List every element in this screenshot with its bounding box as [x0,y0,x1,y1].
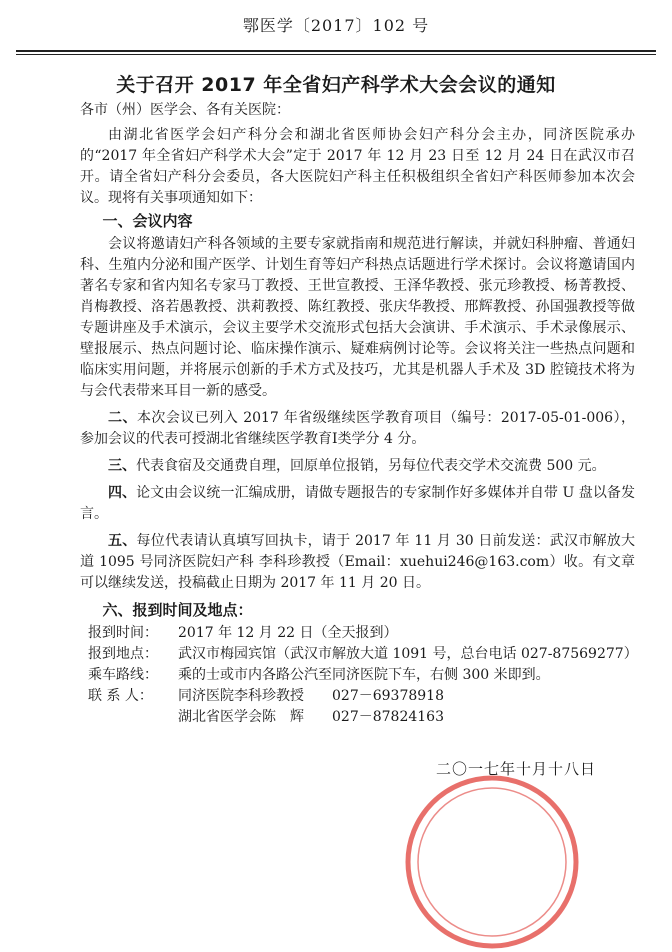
section-4-lead: 四、 [108,485,137,501]
table-row [80,686,635,707]
header-rule-thick [16,50,656,52]
header-rule-thin [16,54,656,55]
table-row [80,644,635,665]
registration-value: 武汉市梅园宾馆（武汉市解放大道 1091 号，总台电话 027-87569277） [178,646,638,662]
section-2-body: 本次会议已列入 2017 年省级继续医学教育项目（编号：2017-05-01-006），参加会议的代表可授湖北省继续医学教育Ⅰ类学分 4 分。 [80,410,635,447]
registration-table [80,623,638,728]
section-3-lead: 三、 [108,458,136,474]
section-3 [80,456,635,477]
section-3-body: 代表食宿及交通费自理，回原单位报销，另每位代表交学术交流费 500 元。 [136,458,606,474]
section-5-body: 每位代表请认真填写回执卡，请于 2017 年 11 月 30 日前发送：武汉市解放大道 1095 号同济医院妇产科 李科珍教授（Email：xuehui246@163.com）收。有文章可以继续发送，投稿截止日期为 2017 年 11 月 20 日。 [80,533,636,591]
seal-ring [408,778,576,946]
salutation: 各市（州）医学会、各有关医院： [80,102,290,118]
registration-value: 湖北省医学会陈 辉 027－87824163 [178,709,444,725]
official-seal [402,772,582,952]
registration-label [80,707,178,728]
registration-value: 乘的士或市内各路公汽至同济医院下车，右侧 300 米即到。 [178,667,550,683]
intro-paragraph: 由湖北省医学会妇产科分会和湖北省医师协会妇产科分会主办，同济医院承办的“2017 年全省妇产科学术大会”定于 2017 年 12 月 23 日至 12 月 24 日在武汉市召开。请全省妇产科分会委员，各大医院妇产科主任积极组织全省妇产科医师参加本次会议。现将有关事项通知如下： [80,127,635,206]
table-row [80,707,635,728]
registration-label: 报到时间： [88,625,158,641]
table-row [80,665,635,686]
issue-date: 二〇一七年十月十八日 [436,760,597,778]
section-2 [80,408,635,450]
doc-number: 鄂医学〔2017〕102 号 [242,16,430,35]
section-4-body: 论文由会议统一汇编成册，请做专题报告的专家制作好多媒体并自带 U 盘以备发言。 [80,485,635,522]
section-1-body: 会议将邀请妇产科各领域的主要专家就指南和规范进行解读，并就妇科肿瘤、普通妇科、生殖内分泌和围产医学、计划生育等妇产科热点话题进行学术探讨。会议将邀请国内著名专家和省内知名专家马丁教授、王世宣教授、王泽华教授、张元珍教授、杨菁教授、肖梅教授、洛若愚教授、洪莉教授、陈红教授、张庆华教授、邢辉教授、孙国强教授等做专题讲座及手术演示，会议主要学术交流形式包括大会演讲、手术演示、手术录像展示、壁报展示、热点问题讨论、临床操作演示、疑难病例讨论等。会议将关注一些热点问题和临床实用问题，并将展示创新的手术方式及技巧，尤其是机器人手术及 3D 腔镜技术将为与会代表带来耳目一新的感受。 [80,236,635,399]
seal-inner-ring [418,788,566,936]
document-body [80,100,638,728]
section-2-lead: 二、 [108,410,137,426]
section-5 [80,531,635,594]
registration-label: 联 系 人： [88,688,153,704]
registration-label: 报到地点： [88,646,158,662]
registration-value: 同济医院李科珍教授 027－69378918 [178,688,444,704]
registration-value: 2017 年 12 月 22 日（全天报到） [178,625,398,641]
section-5-lead: 五、 [108,533,137,549]
registration-label: 乘车路线： [88,667,158,683]
section-4 [80,483,635,525]
section-6-heading: 六、报到时间及地点： [102,601,253,619]
notice-title: 关于召开 2017 年全省妇产科学术大会会议的通知 [116,74,556,96]
section-1-heading: 一、会议内容 [102,212,193,230]
table-row [80,623,635,644]
